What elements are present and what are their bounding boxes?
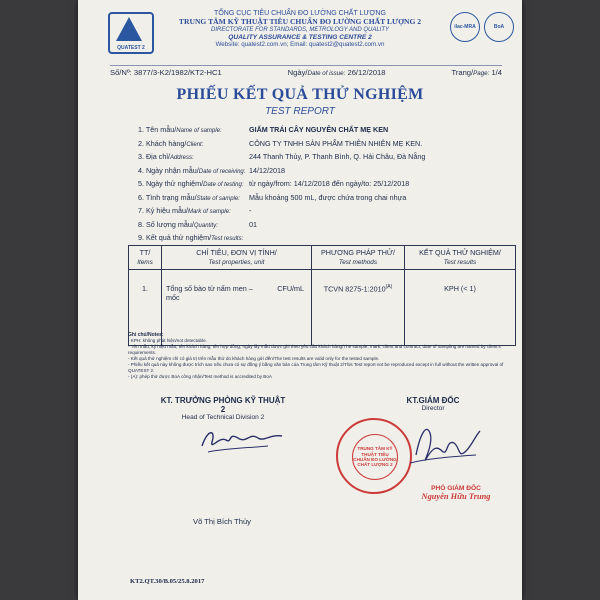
report-page bbox=[78, 0, 522, 600]
issue-date: Ngày/Date of issue: 26/12/2018 bbox=[287, 68, 386, 77]
reference-line bbox=[110, 65, 502, 77]
stamp-text: TRUNG TÂM KỸ THUẬT TIÊU CHUẨN ĐO LƯỜNG CHẤT LƯỢNG 2 bbox=[352, 434, 398, 480]
note-line: - Kết quả thử nghiệm chỉ có giá trị trên mẫu thử do khách hàng gửi đến/The test results are valid only for the tested sample. bbox=[128, 356, 380, 361]
info-row: 8. Số lượng mẫu/Quantity: 01 bbox=[138, 219, 257, 229]
cell-item: 1. bbox=[129, 270, 162, 346]
form-code: KT2.QT.30/B.05/25.8.2017 bbox=[130, 578, 205, 585]
col-result: KẾT QUẢ THỬ NGHIỆM/ Test results bbox=[405, 246, 516, 270]
left-signatory-name: Võ Thị Bích Thủy bbox=[193, 517, 251, 526]
cell-property: Tổng số bào tử nấm men – mốc CFU/mL bbox=[162, 270, 312, 346]
boa-icon: BoA bbox=[484, 12, 514, 42]
info-row: 9. Kết quả thử nghiệm/Test results: bbox=[138, 233, 244, 242]
left-signature-icon bbox=[198, 418, 288, 458]
accreditation-logos bbox=[450, 12, 514, 42]
deputy-name: Nguyễn Hữu Trung bbox=[421, 492, 491, 501]
org-line-4: QUALITY ASSURANCE & TESTING CENTRE 2 bbox=[228, 33, 372, 41]
results-table bbox=[128, 245, 516, 346]
info-row: 3. Địa chỉ/Address: 244 Thanh Thủy, P. Thanh Bình, Q. Hải Châu, Đà Nẵng bbox=[138, 152, 426, 161]
info-row: 2. Khách hàng/Client: CÔNG TY TNHH SẢN PHẨM THIÊN NHIÊN MẸ KEN. bbox=[138, 138, 423, 148]
quatest-logo bbox=[108, 12, 154, 54]
page-number: Trang/Page: 1/4 bbox=[451, 68, 502, 77]
right-signatory-title: KT.GIÁM ĐỐC bbox=[406, 396, 460, 405]
website-line: Website: quatest2.com.vn; Email: quatest2@quatest2.com.vn bbox=[215, 41, 385, 49]
note-line: - Phiếu kết quả này không được trích sao nếu chưa có sự đồng ý bằng văn bản của Trung tâm Kỹ thuật 2/This Test report not be reproduced except in full without the written approval of QUATEST 2. bbox=[128, 362, 504, 373]
right-signature-icon bbox=[396, 415, 486, 485]
report-number: Số/Nº: 3877/3-K2/1982/KT2-HC1 bbox=[110, 68, 222, 77]
note-line: - Tên mẫu, ký hiệu mẫu, tên khách hàng, tên hợp đồng, ngày lấy mẫu được ghi theo yêu cầu khách hàng/The sample, mark, client and contract, date of sampling are named by client's requirements. bbox=[128, 344, 501, 355]
col-method: PHƯƠNG PHÁP THỬ/ Test methods bbox=[312, 246, 405, 270]
notes-section bbox=[128, 332, 513, 380]
deputy-director-stamp bbox=[396, 485, 516, 501]
logo-label: QUATEST 2 bbox=[117, 45, 145, 51]
info-row: 7. Ký hiệu mẫu/Mark of sample: - bbox=[138, 206, 252, 215]
col-items: TT/ Items bbox=[129, 246, 162, 270]
report-subtitle: TEST REPORT bbox=[265, 106, 335, 117]
right-signatory bbox=[378, 396, 488, 412]
left-signatory-subtitle: Head of Technical Division 2 bbox=[181, 414, 265, 421]
info-row: 5. Ngày thử nghiệm/Date of testing: từ ngày/from: 14/12/2018 đến ngày/to: 25/12/2018 bbox=[138, 179, 410, 188]
cell-method: TCVN $8275-1:2010^{(A)}$ bbox=[312, 270, 405, 346]
cell-result: KPH (< 1) bbox=[405, 270, 516, 346]
org-line-1: TỔNG CỤC TIÊU CHUẨN ĐO LƯỜNG CHẤT LƯỢNG bbox=[214, 10, 386, 17]
org-line-2: TRUNG TÂM KỸ THUẬT TIÊU CHUẨN ĐO LƯỜNG CHẤT LƯỢNG 2 bbox=[178, 17, 422, 27]
notes-title: Ghi chú/Notes: bbox=[128, 332, 164, 338]
org-line-3: DIRECTORATE FOR STANDARDS, METROLOGY AND QUALITY bbox=[210, 26, 390, 33]
sample-info bbox=[138, 124, 518, 246]
left-signatory-title: KT. TRƯỞNG PHÒNG KỸ THUẬT 2 bbox=[160, 396, 286, 414]
right-signatory-subtitle: Director bbox=[421, 405, 445, 412]
info-row: 1. Tên mẫu/Name of sample: GIẤM TRÁI CÂY NGUYÊN CHẤT MẸ KEN bbox=[138, 125, 389, 134]
info-row: 6. Tình trạng mẫu/State of sample: Mẫu khoảng 500 mL, được chứa trong chai nhựa bbox=[138, 192, 407, 202]
note-line: - KPH: không phát hiện/not detectable. bbox=[128, 338, 207, 343]
ilac-mra-icon: ilac-MRA bbox=[450, 12, 480, 42]
letterhead bbox=[158, 10, 442, 48]
col-property: CHỈ TIÊU, ĐƠN VỊ TÍNH/ Test properties, unit bbox=[162, 246, 312, 270]
note-line: - (A): phép thử được BoA công nhận/Test method is accredited by BoA bbox=[128, 374, 272, 379]
triangle-emblem-icon bbox=[116, 17, 142, 41]
table-header-row bbox=[129, 246, 516, 270]
info-row: 4. Ngày nhận mẫu/Date of receiving: 14/12/2018 bbox=[138, 165, 285, 175]
report-title: PHIẾU KẾT QUẢ THỬ NGHIỆM bbox=[176, 86, 424, 103]
deputy-title: PHÓ GIÁM ĐỐC bbox=[431, 485, 481, 492]
